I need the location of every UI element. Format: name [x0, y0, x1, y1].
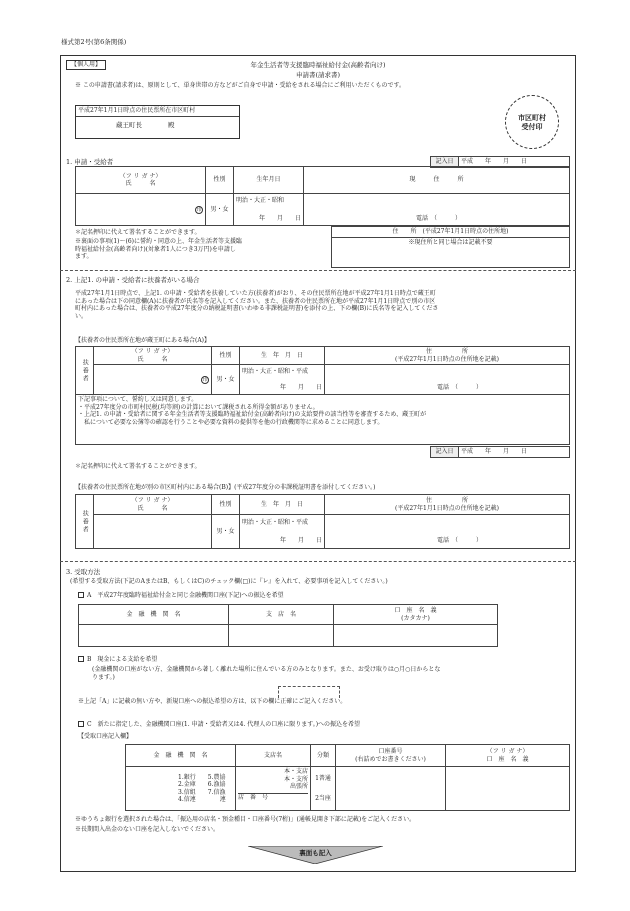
entry-date-field[interactable]: 平成 年 月 日 — [459, 157, 570, 168]
jan1-address-header: 住 所 (平成27年1月1日時点の住所地) — [332, 227, 570, 238]
type-header: 分類 — [311, 745, 336, 767]
box-b-birth-header: 生 年 月 日 — [240, 495, 325, 515]
entry-date-label: 記入日 — [431, 447, 459, 458]
footer-note-2: ※長期間入出金のない口座を記入しないでください。 — [75, 826, 220, 833]
box-a-gender-field[interactable]: 男・女 — [212, 365, 240, 395]
option-c-checkbox[interactable] — [78, 721, 84, 727]
section-2-title: 2. 上記1. の申請・受給者に扶養者がいる場合 — [66, 276, 200, 284]
box-a-address-field[interactable]: 電話 （ ） — [325, 365, 570, 395]
branch-header: 支 店 名 — [229, 605, 334, 625]
acct-field[interactable] — [336, 767, 446, 811]
receive-title: 【受取口座記入欄】 — [78, 733, 133, 740]
receive-table — [125, 744, 570, 811]
box-b-table — [75, 494, 570, 549]
option-a[interactable]: A 平成27年度臨時福祉給付金と同じ金融機関口座(下記)への振込を希望 — [78, 592, 284, 600]
footer-note-1: ※ゆうちょ銀行を選択された場合は、「振込用の店名・預金種目・口座番号(7桁)」(通帳見開き下部に記載)をご記入ください。 — [75, 816, 416, 823]
option-a-table — [78, 604, 498, 647]
branch-field[interactable] — [229, 625, 334, 647]
option-c[interactable]: C 新たに指定した、金融機関口座(1. 申請・受給者又は4. 代理人の口座に限ります。)への振込を希望 — [78, 721, 360, 729]
box-b-address-field[interactable]: 電話 （ ） — [325, 515, 570, 549]
holder2-header: （フ リ ガ ナ） 口 座 名 義 — [446, 745, 570, 767]
bank2-header: 金 融 機 関 名 — [126, 745, 236, 767]
bank-header: 金 融 機 関 名 — [79, 605, 229, 625]
signature-note-2: ＊記名押印に代えて署名することができます。 — [75, 463, 201, 470]
bank2-field[interactable]: 1.銀行 5.農協 2.金庫 6.漁協 3.信組 7.信漁 4.信連 連 — [126, 767, 236, 811]
bank-field[interactable] — [79, 625, 229, 647]
applicant-table — [75, 166, 570, 226]
box-a-table — [75, 346, 570, 445]
birth-header: 生年月日 — [234, 167, 304, 194]
jan1-address-table — [331, 226, 570, 268]
address-header: 現 住 所 — [304, 167, 570, 194]
addressee-box — [75, 105, 240, 139]
box-a-name-field[interactable] — [94, 365, 212, 395]
box-b-gender-header: 性別 — [212, 495, 240, 515]
holder2-field[interactable] — [446, 767, 570, 811]
box-a-supporter-label: 扶養者 — [76, 347, 94, 395]
form-number: 様式第2号(第6条関係) — [61, 38, 127, 46]
type-field[interactable]: 1普通 2当座 — [311, 767, 336, 811]
option-b[interactable]: B 現金による支給を希望 — [78, 656, 157, 664]
box-a-gender-header: 性別 — [212, 347, 240, 365]
box-b-birth-field[interactable]: 明治・大正・昭和・平成 年 月 日 — [240, 515, 325, 549]
mid-note: ※上記「A」に記載の無い方や、新規口座への振込希望の方は、以下の欄に正確にご記入ください。 — [78, 698, 347, 705]
section-1-title: 1. 申請・受給者 — [66, 158, 114, 166]
mid-arrow-box — [278, 686, 340, 698]
back-label: 裏面も記入 — [299, 849, 332, 857]
box-b-address-header: 住 所 (平成27年1月1日時点の住所地を記載) — [325, 495, 570, 515]
address-field[interactable]: 電話 （ ） — [304, 194, 570, 226]
branch2-field[interactable]: 本・支店 本・支所 出張所 店 番 号 — [236, 767, 311, 811]
name-header: （フ リ ガ ナ） 氏 名 — [76, 167, 206, 194]
branch2-header: 支店名 — [236, 745, 311, 767]
option-b-note: (金融機関の口座がない方、金融機関から著しく離れた場所に住んでいる方のみとなります。また、お受け取りは○月○日からとな ります。) — [92, 666, 441, 681]
box-b-name-field[interactable] — [94, 515, 212, 549]
section-3-sub: (希望する受取方法(下記のAまたはB、もしくはC)のチェック欄(□)に『レ』を入れて、必要事項を記入してください。) — [70, 578, 388, 585]
box-a-birth-header: 生 年 月 日 — [240, 347, 325, 365]
box-a-name-header: （フ リ ガ ナ） 氏 名 — [94, 347, 212, 365]
acct-header: 口座番号 (右詰めでお書きください) — [336, 745, 446, 767]
entry-date-2 — [430, 446, 570, 458]
box-a-title: 【扶養者の住民票所在地が蔵王町にある場合(A)】 — [75, 337, 211, 344]
signature-note: ＊記名押印に代えて署名することができます。 — [75, 229, 201, 236]
seal-icon: 印 — [196, 206, 202, 213]
jan1-address-field[interactable]: ※現住所と同じ場合は記載不要 — [332, 237, 570, 267]
top-note: ※ この申請書(請求者)は、原則として、単身世帯の方などがご自身で申請・受給をされる場合にご利用いただくものです。 — [75, 82, 405, 89]
section-2-text: 平成27年1月1日時点で、上記1. の申請・受給者を扶養していた方(扶養者)がおり、その住民票所在地が平成27年1月1日時点で蔵王町 にあった場合は下の同意欄(A)に扶養者が氏名等を記入してください。また、扶養者の住民票所在地が平成27年1月1日時点で別の市区 町村内にあった場合は、扶養者の平成27年度分の納税証明書(いわゆる非課税証明書)を添付の上、下の欄(B)に氏名等を記入してくださ い。 — [75, 290, 439, 320]
box-b-supporter-label: 扶養者 — [76, 495, 94, 549]
holder-field[interactable] — [334, 625, 498, 647]
gender-header: 性別 — [206, 167, 234, 194]
section-3-title: 3. 受取方法 — [66, 568, 101, 576]
divider-2 — [60, 561, 576, 562]
form-subtitle: 申請書(請求書) — [295, 71, 341, 79]
divider-1 — [60, 270, 576, 271]
name-field[interactable] — [76, 194, 206, 226]
box-a-agreement: 下記事項について、誓約し又は同意します。 ・平成27年度分の市町村民税(均等割)の計算において課税される所得金額がありません。 ・上記1. の申請・受給者に関する年金生活者等支援臨時福祉給付金(高齢者向け)の支給要件の該当性等を審査するため、蔵王町が 私について必要な公簿等の確認を行うことや必要な資料の提供等を他の行政機関等に求めることに同意します。 — [76, 395, 570, 445]
box-b-name-header: （フ リ ガ ナ） 氏 名 — [94, 495, 212, 515]
entry-date-label: 記入日 — [431, 157, 459, 168]
reception-stamp: 市区町村 受付印 — [505, 95, 559, 149]
addressee: 蔵王町長 殿 — [116, 120, 175, 129]
option-a-checkbox[interactable] — [78, 592, 84, 598]
seal-icon: 印 — [202, 376, 208, 383]
gender-field[interactable]: 男・女 — [206, 194, 234, 226]
addressee-label: 平成27年1月1日時点の住民票所在市区町村 — [76, 106, 239, 117]
back-note: ※裏面の事項(1)〜(6)に誓約・同意の上、年金生活者等支援臨 時福祉給付金(高齢者向け)(対象者1人につき3万円)を申請し ます。 — [75, 238, 242, 260]
box-a-birth-field[interactable]: 明治・大正・昭和・平成 年 月 日 — [240, 365, 325, 395]
option-b-checkbox[interactable] — [78, 656, 84, 662]
box-b-gender-field[interactable]: 男・女 — [212, 515, 240, 549]
birth-field[interactable]: 明治・大正・昭和 年 月 日 — [234, 194, 304, 226]
holder-header: 口 座 名 義 (カタカナ) — [334, 605, 498, 625]
box-b-title: 【扶養者の住民票所在地が別の市区町村内にある場合(B)】(平成27年度分の非課税証明書を添付してください。) — [75, 484, 376, 491]
entry-date-field[interactable]: 平成 年 月 日 — [459, 447, 570, 458]
box-a-address-header: 住 所 (平成27年1月1日時点の住所地を記載) — [325, 347, 570, 365]
form-title: 年金生活者等支援臨時福祉給付金(高齢者向け) — [250, 61, 386, 69]
personal-tag: 【個人用】 — [66, 60, 106, 70]
